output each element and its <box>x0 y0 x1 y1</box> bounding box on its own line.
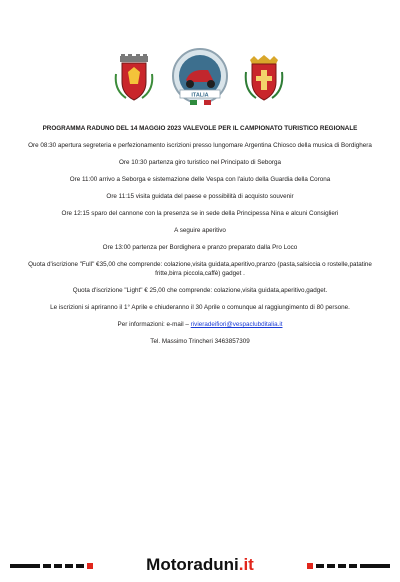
program-line: Ore 11:15 visita guidata del paese e possibilità di acquisto souvenir <box>106 192 294 200</box>
program-line: Ore 08:30 apertura segreteria e perfezionamento iscrizioni presso lungomare Argentina Chiosco della musica di Bordighera <box>28 141 372 149</box>
vespa-club-logo-icon <box>168 46 232 110</box>
footer-decoration-right-icon <box>304 563 390 569</box>
program-line: Ore 11:00 arrivo a Seborga e sistemazione delle Vespa con l'aiuto della Guardia della Corona <box>69 175 331 183</box>
program-line: A seguire aperitivo <box>174 227 226 235</box>
program-line: Ore 10:30 partenza giro turistico nel Principato di Seborga <box>118 158 282 166</box>
municipal-crest-left-icon <box>114 54 154 102</box>
svg-text:ITALIA: ITALIA <box>191 92 209 99</box>
brand-tld: .it <box>238 555 254 574</box>
event-program <box>28 125 372 355</box>
program-line: Ore 12:15 sparo del cannone con la presenza se in sede della Principessa Nina e alcuni Consiglieri <box>61 209 339 217</box>
footer-brand <box>110 555 290 575</box>
registration-dates: Le iscrizioni si apriranno il 1° Aprile e chiuderanno il 30 Aprile o comunque al raggiungimento di 80 persone. <box>50 304 350 312</box>
program-title: PROGRAMMA RADUNO DEL 14 MAGGIO 2023 VALEVOLE PER IL CAMPIONATO TURISTICO REGIONALE <box>42 125 358 132</box>
footer-bar <box>0 548 400 582</box>
contact-email-link[interactable]: rivieradeifiori@vespaclubditalia.it <box>190 321 283 329</box>
fee-full: Quota d'iscrizione "Full" €35,00 che comprende: colazione,visita guidata,aperitivo,pranzo (pasta,salsiccia o rostelle,patatine fritte,birra piccola,caffè) gadget . <box>28 261 372 277</box>
footer-decoration-left-icon <box>10 563 96 569</box>
logo-row <box>0 46 400 110</box>
contact-label: Per informazioni: e-mail – <box>117 321 191 329</box>
fee-light: Quota d'iscrizione "Light" € 25,00 che comprende: colazione,visita guidata,aperitivo,gadget. <box>72 286 328 294</box>
program-line: Ore 13:00 partenza per Bordighera e pranzo preparato dalla Pro Loco <box>102 244 298 252</box>
contact-info <box>28 321 372 330</box>
contact-phone: Tel. Massimo Trincheri 3463857309 <box>150 338 250 346</box>
municipal-crest-right-icon <box>244 54 284 102</box>
brand-name: Motoraduni <box>146 555 239 574</box>
